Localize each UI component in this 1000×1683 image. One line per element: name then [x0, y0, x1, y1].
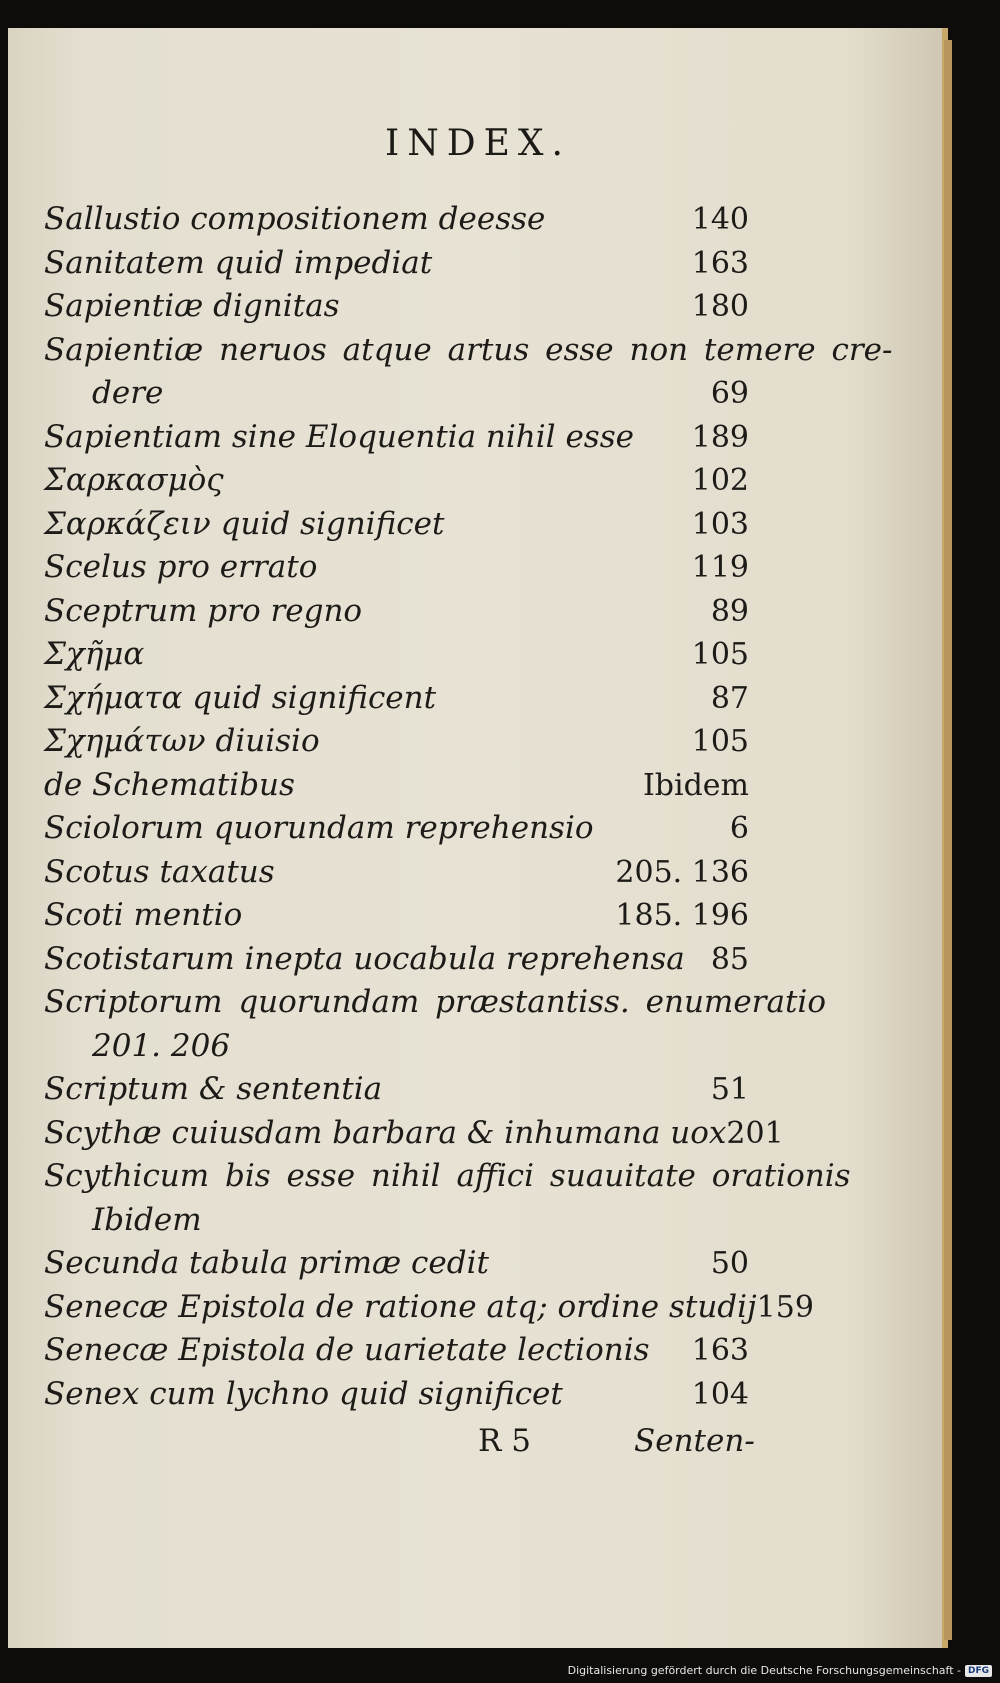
- index-entry: [44, 851, 749, 895]
- entry-term: Σαρκάζειν quid significet: [44, 505, 445, 542]
- index-entry: [44, 1068, 749, 1112]
- index-entry: [44, 807, 749, 851]
- index-entry: [44, 1112, 784, 1156]
- index-entry: [44, 938, 749, 982]
- page-edge: [944, 40, 952, 1640]
- entry-page: 180: [691, 289, 749, 324]
- entry-term: Sciolorum quorundam reprehensio: [44, 810, 594, 846]
- entry-page: 102: [691, 463, 749, 498]
- entry-term: Scoti mentio: [44, 897, 243, 933]
- digitization-footer: [568, 1664, 992, 1677]
- entry-term: Scythæ cuiusdam barbara & inhumana uox: [44, 1114, 727, 1151]
- index-entry: [44, 459, 749, 503]
- dfg-logo-icon: DFG: [965, 1665, 992, 1677]
- index-entry: [44, 1373, 749, 1417]
- entry-term: Sapientiam sine Eloquentia nihil esse: [44, 418, 634, 455]
- entry-page: 85: [710, 941, 749, 977]
- entry-term: Σχήματα quid significent: [44, 679, 437, 716]
- book-page: [8, 28, 948, 1648]
- entry-term: de Schematibus: [44, 766, 295, 803]
- entry-term: dere: [92, 375, 164, 411]
- entry-term: Senex cum lychno quid significet: [44, 1375, 563, 1412]
- entry-term: Sapientiæ neruos atque artus esse non temere cre-: [44, 331, 893, 368]
- entry-term: Scelus pro errato: [44, 549, 318, 585]
- index-entry: [44, 764, 749, 808]
- index-entries: [44, 198, 893, 1416]
- entry-term: Ibidem: [92, 1201, 202, 1238]
- footer-text: Digitalisierung gefördert durch die Deutsche Forschungsgemeinschaft -: [567, 1664, 961, 1677]
- entry-term: Senecæ Epistola de uarietate lectionis: [44, 1332, 650, 1368]
- entry-page: 50: [710, 1246, 749, 1281]
- index-entry: [44, 1025, 749, 1069]
- catchline: [8, 1423, 948, 1467]
- signature-mark: R 5: [478, 1423, 531, 1459]
- entry-term: Σχῆμα: [44, 636, 145, 672]
- index-entry: [44, 1155, 851, 1199]
- entry-page: 189: [691, 419, 749, 455]
- entry-page: 105: [691, 637, 749, 672]
- entry-page: 185. 196: [615, 898, 749, 933]
- index-entry: [44, 633, 749, 677]
- index-entry: [44, 1199, 749, 1243]
- entry-term: Scotistarum inepta uocabula reprehensa: [44, 940, 685, 977]
- entry-page: 140: [691, 202, 749, 237]
- catchword: Senten-: [634, 1423, 755, 1459]
- index-entry: [44, 416, 749, 460]
- entry-term: Sanitatem quid impediat: [44, 244, 433, 281]
- entry-term: Σαρκασμὸς: [44, 462, 224, 498]
- entry-page: 104: [691, 1376, 749, 1412]
- entry-page: 163: [691, 1333, 749, 1368]
- index-entry: [44, 1242, 749, 1286]
- entry-page: Ibidem: [642, 767, 749, 803]
- entry-page: 201: [726, 1115, 784, 1151]
- entry-page: 105: [691, 724, 749, 759]
- entry-page: 51: [710, 1072, 749, 1107]
- entry-page: 205. 136: [615, 854, 749, 890]
- index-entry: [44, 503, 749, 547]
- entry-term: Secunda tabula primæ cedit: [44, 1245, 489, 1281]
- entry-page: 89: [710, 593, 749, 629]
- index-entry: [44, 198, 749, 242]
- entry-page: 103: [691, 506, 749, 542]
- entry-term: Scriptorum quorundam præstantiss. enumeratio: [44, 984, 826, 1020]
- entry-page: 159: [756, 1289, 814, 1325]
- index-entry: [44, 677, 749, 721]
- index-entry: [44, 590, 749, 634]
- entry-page: 87: [710, 680, 749, 716]
- index-entry: [44, 1286, 814, 1330]
- entry-term: 201. 206: [92, 1027, 231, 1064]
- entry-term: Scotus taxatus: [44, 853, 275, 890]
- index-entry: [44, 720, 749, 764]
- index-entry: [44, 285, 749, 329]
- entry-page: 6: [729, 811, 749, 846]
- index-entry: [44, 894, 749, 938]
- entry-page: 163: [691, 245, 749, 281]
- entry-term: Sceptrum pro regno: [44, 592, 363, 629]
- index-entry: [44, 981, 826, 1025]
- entry-page: 69: [710, 376, 749, 411]
- entry-term: Scriptum & sententia: [44, 1071, 383, 1107]
- page-header: INDEX.: [385, 123, 571, 164]
- entry-page: 119: [691, 550, 749, 585]
- index-entry: [44, 372, 749, 416]
- entry-term: Σχημάτων diuisio: [44, 723, 320, 759]
- index-entry: [44, 329, 893, 373]
- entry-term: Scythicum bis esse nihil affici suauitate orationis: [44, 1158, 851, 1194]
- entry-term: Sallustio compositionem deesse: [44, 201, 546, 237]
- entry-term: Senecæ Epistola de ratione atq; ordine studij: [44, 1288, 757, 1325]
- index-entry: [44, 546, 749, 590]
- index-entry: [44, 1329, 749, 1373]
- index-entry: [44, 242, 749, 286]
- entry-term: Sapientiæ dignitas: [44, 288, 340, 324]
